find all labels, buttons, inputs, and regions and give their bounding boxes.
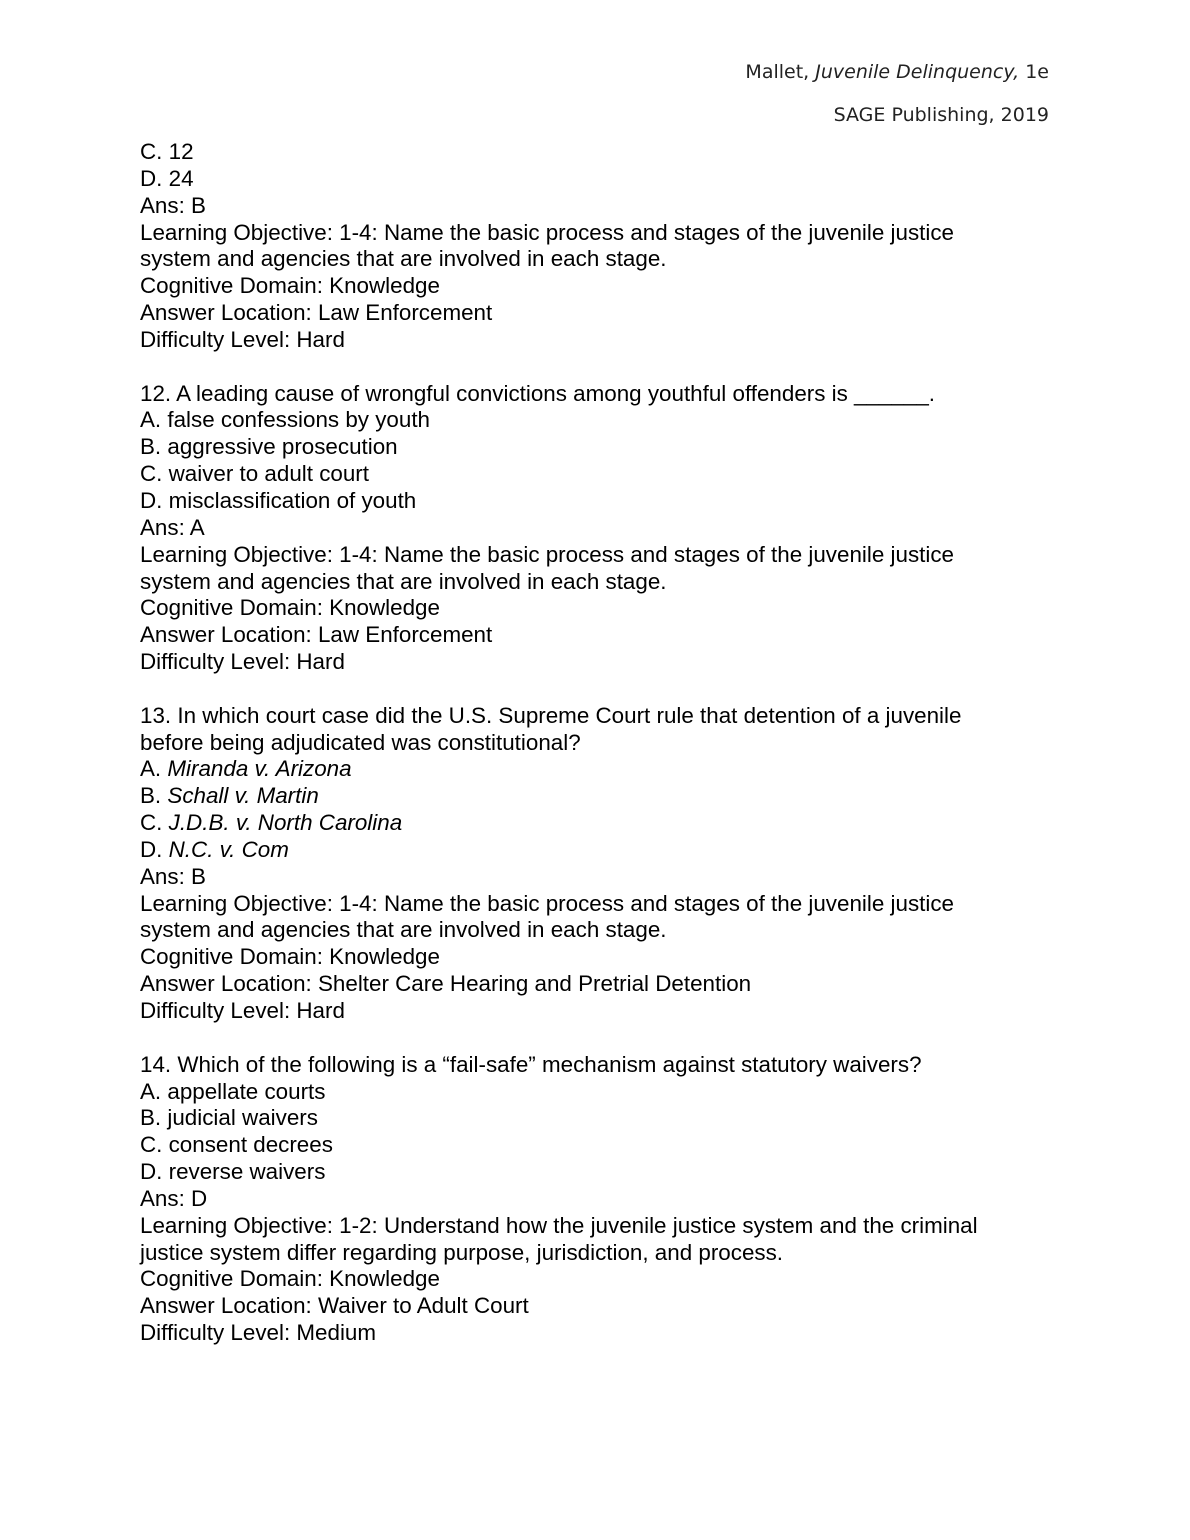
cognitive-domain: Cognitive Domain: Knowledge (140, 1266, 440, 1292)
option-c: C. 12 (140, 139, 194, 164)
cognitive-domain: Cognitive Domain: Knowledge (140, 944, 440, 970)
answer-location: Answer Location: Waiver to Adult Court (140, 1293, 529, 1319)
option-d: D. 24 (140, 165, 194, 191)
option-a: A. Miranda v. Arizona (140, 756, 352, 782)
question-text-line-1: 13. In which court case did the U.S. Supreme Court rule that detention of a juvenile (140, 702, 962, 728)
option-b: B. aggressive prosecution (140, 434, 398, 460)
question-13 (140, 703, 1040, 1025)
question-text: 12. A leading cause of wrongful convictions among youthful offenders is ______. (140, 380, 935, 406)
option-d: D. reverse waivers (140, 1159, 326, 1185)
difficulty-level: Difficulty Level: Hard (140, 649, 345, 675)
learning-objective-line-1: Learning Objective: 1-2: Understand how the juvenile justice system and the criminal (140, 1212, 978, 1238)
learning-objective-line-1: Learning Objective: 1-4: Name the basic process and stages of the juvenile justice (140, 541, 954, 567)
option-b: B. judicial waivers (140, 1105, 318, 1131)
option-a: A. false confessions by youth (140, 407, 430, 433)
header-edition: 1e (1025, 61, 1049, 83)
learning-objective-line-1: Learning Objective: 1-4: Name the basic process and stages of the juvenile justice (140, 890, 954, 916)
option-c: C. consent decrees (140, 1132, 333, 1158)
option-d: D. misclassification of youth (140, 487, 417, 513)
answer-location: Answer Location: Law Enforcement (140, 300, 493, 326)
answer: Ans: B (140, 192, 206, 218)
question-text: 14. Which of the following is a “fail-safe” mechanism against statutory waivers? (140, 1051, 922, 1077)
option-d: D. N.C. v. Com (140, 836, 289, 862)
answer-location: Answer Location: Law Enforcement (140, 622, 493, 648)
learning-objective-line-2: system and agencies that are involved in each stage. (140, 246, 667, 272)
learning-objective-line-2: justice system differ regarding purpose, jurisdiction, and process. (140, 1239, 784, 1265)
header-book-title: Juvenile Delinquency, (815, 61, 1020, 83)
learning-objective-line-1: Learning Objective: 1-4: Name the basic process and stages of the juvenile justice (140, 219, 954, 245)
question-11-continued (140, 139, 1040, 354)
answer-location: Answer Location: Shelter Care Hearing and Pretrial Detention (140, 971, 752, 997)
option-b: B. Schall v. Martin (140, 783, 319, 809)
question-content (140, 139, 1040, 1347)
difficulty-level: Difficulty Level: Hard (140, 326, 345, 352)
running-header-publisher: SAGE Publishing, 2019 (833, 104, 1049, 126)
question-14 (140, 1052, 1040, 1347)
option-a: A. appellate courts (140, 1078, 326, 1104)
learning-objective-line-2: system and agencies that are involved in each stage. (140, 917, 667, 943)
answer: Ans: D (140, 1185, 208, 1211)
question-12 (140, 381, 1040, 676)
running-header-citation (745, 61, 1049, 83)
answer: Ans: B (140, 863, 206, 889)
option-c: C. waiver to adult court (140, 461, 369, 487)
difficulty-level: Difficulty Level: Hard (140, 998, 345, 1023)
difficulty-level: Difficulty Level: Medium (140, 1320, 377, 1346)
cognitive-domain: Cognitive Domain: Knowledge (140, 273, 440, 299)
option-c: C. J.D.B. v. North Carolina (140, 810, 403, 836)
learning-objective-line-2: system and agencies that are involved in each stage. (140, 568, 667, 594)
answer: Ans: A (140, 514, 205, 540)
header-author: Mallet, (745, 61, 810, 83)
cognitive-domain: Cognitive Domain: Knowledge (140, 595, 440, 621)
question-text-line-2: before being adjudicated was constitutional? (140, 729, 581, 755)
